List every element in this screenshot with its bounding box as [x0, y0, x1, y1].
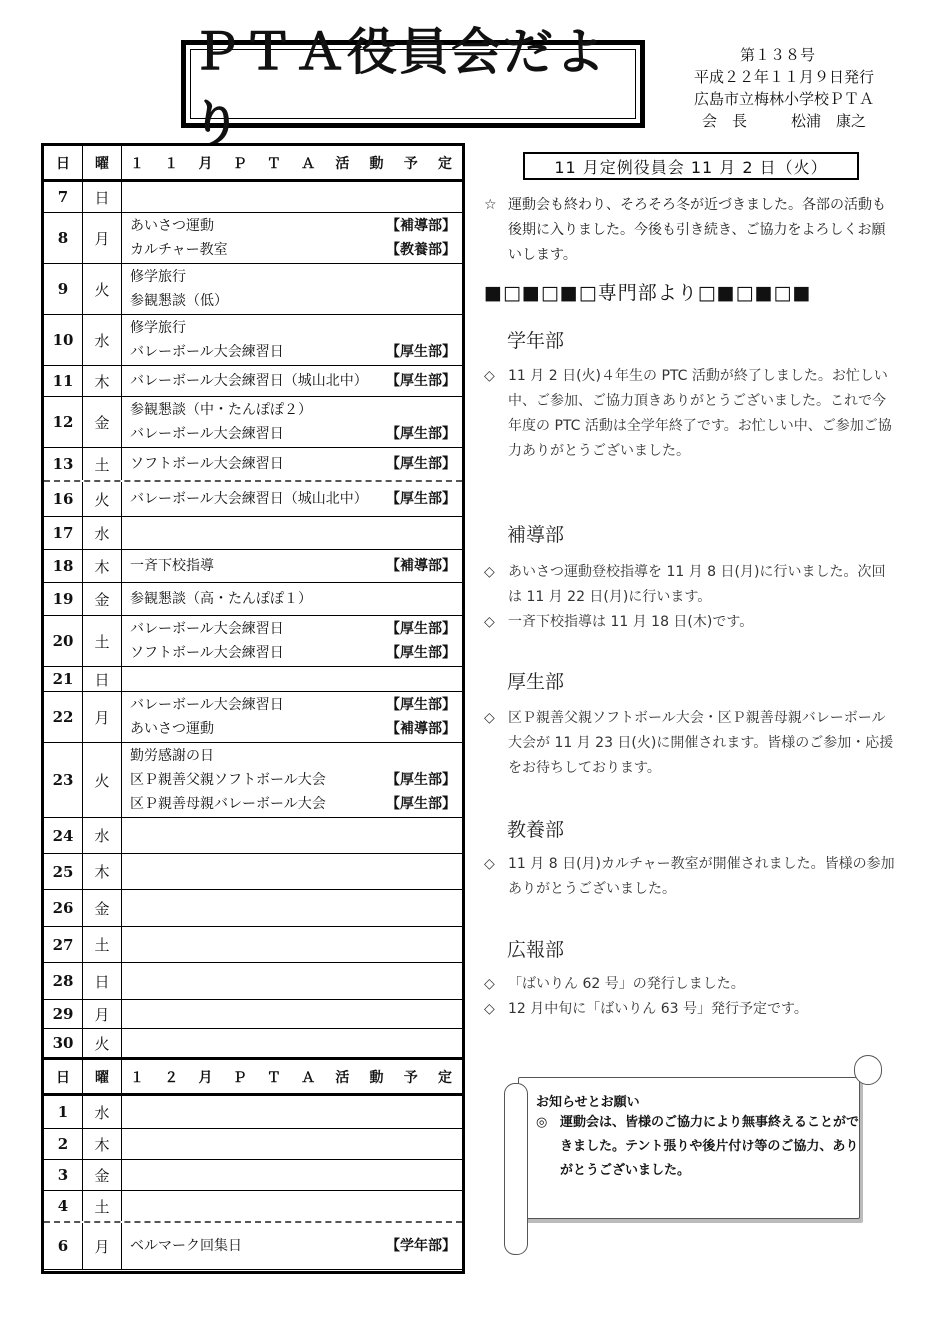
- event-line: [130, 792, 456, 816]
- issue-info: [680, 44, 910, 132]
- event-department: 【厚生部】: [386, 772, 456, 788]
- events-cell: [122, 397, 462, 447]
- event-line: [130, 452, 456, 476]
- day-number: 29: [44, 1000, 83, 1028]
- notice-scroll: [496, 1055, 886, 1255]
- diamond-icon: ◇: [484, 1001, 495, 1017]
- day-number: 10: [44, 315, 83, 365]
- weekday: 木: [83, 366, 122, 396]
- day-number: 12: [44, 397, 83, 447]
- calendar-row: [44, 1096, 462, 1129]
- day-number: 18: [44, 550, 83, 582]
- event-line: [130, 554, 456, 578]
- events-cell: [122, 818, 462, 853]
- section-heading: 教養部: [507, 819, 565, 841]
- calendar-row: [44, 1160, 462, 1191]
- event-department: 【補導部】: [386, 218, 456, 234]
- events-cell: [122, 927, 462, 962]
- weekday: 月: [83, 692, 122, 742]
- section-body: [484, 852, 896, 902]
- notice-text: 運動会は、皆様のご協力により無事終えることができました。テント張りや後片付け等のご協力、ありがとうございました。: [560, 1115, 860, 1178]
- calendar-row: [44, 854, 462, 890]
- weekday: 土: [83, 1191, 122, 1221]
- section-heading: 広報部: [507, 939, 565, 961]
- event-department: 【厚生部】: [386, 491, 456, 507]
- event-line: [130, 487, 456, 511]
- diamond-icon: ◇: [484, 710, 495, 726]
- event-line: [130, 369, 456, 393]
- event-line: [130, 641, 456, 665]
- bullseye-icon: ◎: [536, 1115, 548, 1130]
- december-header-row: [44, 1060, 462, 1096]
- events-cell: [122, 1129, 462, 1159]
- header-char: 活: [335, 1069, 350, 1086]
- event-department: 【厚生部】: [386, 796, 456, 812]
- event-department: 【厚生部】: [386, 456, 456, 472]
- header-char: ２: [164, 1069, 179, 1086]
- weekday: 金: [83, 1160, 122, 1190]
- weekday: 木: [83, 854, 122, 889]
- section-heading: 厚生部: [507, 671, 565, 693]
- scroll-roll-icon: [854, 1055, 882, 1085]
- page-title: ＰＴＡ役員会だより: [190, 49, 636, 119]
- star-icon: ☆: [484, 197, 497, 213]
- day-number: 16: [44, 482, 83, 516]
- event-department: 【補導部】: [386, 721, 456, 737]
- header-char: 月: [198, 155, 213, 172]
- events-cell: [122, 482, 462, 516]
- event-text: 参観懇談（中・たんぽぽ２）: [130, 402, 312, 418]
- weekday: 土: [83, 927, 122, 962]
- calendar-row: [44, 890, 462, 927]
- header-char: Ｔ: [266, 155, 281, 172]
- header-char: １: [130, 155, 144, 172]
- weekday: 火: [83, 482, 122, 516]
- calendar-row: [44, 397, 462, 448]
- column-header-weekday: 曜: [83, 146, 122, 179]
- section-body: [484, 364, 896, 464]
- events-cell: [122, 616, 462, 666]
- notice-body: [536, 1111, 866, 1183]
- meeting-intro: [484, 193, 894, 268]
- section-item-text: 11 月 2 日(火)４年生の PTC 活動が終了しました。お忙しい中、ご参加、ご協力頂きありがとうございました。これで今年度の PTC 活動は全学年終了です。お忙しい中、ご参加ご協力ありがとうございました。: [508, 368, 892, 459]
- day-number: 30: [44, 1029, 83, 1057]
- president-line: [680, 110, 910, 132]
- event-text: バレーボール大会練習日: [130, 344, 284, 360]
- events-cell: [122, 550, 462, 582]
- events-cell: [122, 963, 462, 999]
- event-line: [130, 398, 456, 422]
- day-number: 9: [44, 264, 83, 314]
- weekday: 火: [83, 264, 122, 314]
- notice-title: お知らせとお願い: [536, 1095, 640, 1110]
- events-cell: [122, 667, 462, 691]
- event-text: 修学旅行: [130, 269, 186, 285]
- day-number: 8: [44, 213, 83, 263]
- header-char: 動: [369, 1069, 384, 1086]
- events-cell: [122, 315, 462, 365]
- event-line: [130, 340, 456, 364]
- issue-date: 平成２２年１１月９日発行: [694, 68, 875, 86]
- event-text: 勤労感謝の日: [130, 748, 214, 764]
- president-name: 松浦 康之: [791, 112, 867, 130]
- calendar-row: [44, 264, 462, 315]
- section-item: [484, 610, 896, 635]
- day-number: 6: [44, 1223, 83, 1269]
- header-char: Ｐ: [232, 155, 247, 172]
- events-cell: [122, 1160, 462, 1190]
- issue-number: 第１３８号: [740, 46, 816, 64]
- column-header-title: [122, 146, 462, 179]
- column-header-title: [122, 1060, 462, 1093]
- event-text: 一斉下校指導: [130, 558, 214, 574]
- day-number: 23: [44, 743, 83, 817]
- calendar-row: [44, 667, 462, 692]
- day-number: 4: [44, 1191, 83, 1221]
- day-number: 19: [44, 583, 83, 615]
- header-char: 月: [198, 1069, 213, 1086]
- event-line: [130, 1234, 456, 1258]
- events-cell: [122, 1096, 462, 1128]
- section-item: [484, 852, 896, 902]
- event-text: ソフトボール大会練習日: [130, 456, 284, 472]
- calendar-row: [44, 616, 462, 667]
- event-line: [130, 265, 456, 289]
- calendar-row: [44, 1000, 462, 1029]
- header-char: Ｐ: [232, 1069, 247, 1086]
- event-text: ソフトボール大会練習日: [130, 645, 284, 661]
- section-item-text: 一斉下校指導は 11 月 18 日(木)です。: [508, 614, 754, 630]
- scroll-roll-icon: [504, 1083, 528, 1255]
- day-number: 11: [44, 366, 83, 396]
- event-line: [130, 289, 456, 313]
- calendar-row: [44, 366, 462, 397]
- event-text: 区Ｐ親善父親ソフトボール大会: [130, 772, 326, 788]
- header-char: Ａ: [301, 155, 316, 172]
- events-cell: [122, 182, 462, 212]
- calendar-row: [44, 448, 462, 482]
- day-number: 26: [44, 890, 83, 926]
- event-line: [130, 214, 456, 238]
- section-item: [484, 997, 896, 1022]
- meeting-title: 11 月定例役員会 11 月 2 日（火）: [523, 152, 859, 180]
- calendar-row: [44, 743, 462, 818]
- weekday: 日: [83, 963, 122, 999]
- section-item-text: 区Ｐ親善父親ソフトボール大会・区Ｐ親善母親バレーボール大会が 11 月 23 日(火)に開催されます。皆様のご参加・応援をお待ちしております。: [508, 710, 894, 776]
- calendar-row: [44, 963, 462, 1000]
- event-department: 【教養部】: [386, 242, 456, 258]
- section-body: [484, 706, 896, 781]
- weekday: 火: [83, 1029, 122, 1057]
- events-cell: [122, 213, 462, 263]
- column-header-weekday: 曜: [83, 1060, 122, 1093]
- event-department: 【厚生部】: [386, 344, 456, 360]
- event-line: [130, 744, 456, 768]
- event-text: あいさつ運動: [130, 218, 214, 234]
- header-char: 予: [403, 155, 418, 172]
- title-box: [181, 23, 645, 153]
- event-line: [130, 693, 456, 717]
- calendar-row: [44, 927, 462, 963]
- section-body: [484, 972, 896, 1022]
- event-line: [130, 587, 456, 611]
- weekday: 土: [83, 448, 122, 480]
- events-cell: [122, 1029, 462, 1057]
- calendar-row: [44, 1223, 462, 1270]
- events-cell: [122, 448, 462, 480]
- header-char: Ｔ: [266, 1069, 281, 1086]
- day-number: 3: [44, 1160, 83, 1190]
- header-char: 定: [437, 155, 452, 172]
- event-line: [130, 617, 456, 641]
- diamond-icon: ◇: [484, 856, 495, 872]
- calendar-row: [44, 517, 462, 550]
- activity-calendar: [41, 143, 465, 1274]
- calendar-row: [44, 1129, 462, 1160]
- header-char: 活: [335, 155, 350, 172]
- day-number: 25: [44, 854, 83, 889]
- calendar-row: [44, 482, 462, 517]
- day-number: 1: [44, 1096, 83, 1128]
- weekday: 水: [83, 517, 122, 549]
- column-header-day: 日: [44, 146, 83, 179]
- event-text: あいさつ運動: [130, 721, 214, 737]
- day-number: 27: [44, 927, 83, 962]
- event-department: 【厚生部】: [386, 697, 456, 713]
- section-item-text: 「ばいりん 62 号」の発行しました。: [508, 976, 745, 992]
- events-cell: [122, 366, 462, 396]
- events-cell: [122, 517, 462, 549]
- events-cell: [122, 264, 462, 314]
- events-cell: [122, 1000, 462, 1028]
- event-line: [130, 422, 456, 446]
- events-cell: [122, 1191, 462, 1221]
- events-cell: [122, 890, 462, 926]
- event-line: [130, 238, 456, 262]
- calendar-row: [44, 315, 462, 366]
- event-department: 【厚生部】: [386, 645, 456, 661]
- day-number: 22: [44, 692, 83, 742]
- events-cell: [122, 583, 462, 615]
- event-department: 【厚生部】: [386, 373, 456, 389]
- section-item-text: 11 月 8 日(月)カルチャー教室が開催されました。皆様の参加ありがとうございました。: [508, 856, 895, 897]
- weekday: 月: [83, 213, 122, 263]
- events-cell: [122, 692, 462, 742]
- header-char: 予: [403, 1069, 418, 1086]
- day-number: 2: [44, 1129, 83, 1159]
- weekday: 水: [83, 818, 122, 853]
- event-line: [130, 717, 456, 741]
- section-item-text: 12 月中旬に「ばいりん 63 号」発行予定です。: [508, 1001, 808, 1017]
- event-text: バレーボール大会練習日（城山北中）: [130, 491, 368, 507]
- issue-organization: 広島市立梅林小学校ＰＴＡ: [694, 90, 875, 108]
- event-text: バレーボール大会練習日: [130, 426, 284, 442]
- diamond-icon: ◇: [484, 564, 495, 580]
- weekday: 土: [83, 616, 122, 666]
- event-text: 修学旅行: [130, 320, 186, 336]
- event-text: バレーボール大会練習日: [130, 697, 284, 713]
- event-text: 参観懇談（高・たんぽぽ１）: [130, 591, 312, 607]
- event-department: 【厚生部】: [386, 426, 456, 442]
- weekday: 火: [83, 743, 122, 817]
- calendar-row: [44, 818, 462, 854]
- day-number: 24: [44, 818, 83, 853]
- day-number: 13: [44, 448, 83, 480]
- event-text: 区Ｐ親善母親バレーボール大会: [130, 796, 326, 812]
- section-body: [484, 560, 896, 635]
- weekday: 金: [83, 890, 122, 926]
- section-item: [484, 706, 896, 781]
- events-cell: [122, 743, 462, 817]
- calendar-row: [44, 1029, 462, 1060]
- calendar-row: [44, 692, 462, 743]
- event-text: バレーボール大会練習日（城山北中）: [130, 373, 368, 389]
- event-line: [130, 768, 456, 792]
- meeting-intro-text: 運動会も終わり、そろそろ冬が近づきました。各部の活動も後期に入りました。今後も引き続き、ご協力をよろしくお願いします。: [508, 197, 886, 263]
- november-header-row: [44, 146, 462, 182]
- weekday: 木: [83, 550, 122, 582]
- event-line: [130, 316, 456, 340]
- event-department: 【補導部】: [386, 558, 456, 574]
- column-header-day: 日: [44, 1060, 83, 1093]
- header-char: １: [130, 1069, 144, 1086]
- events-cell: [122, 854, 462, 889]
- day-number: 21: [44, 667, 83, 691]
- event-text: 参観懇談（低）: [130, 293, 228, 309]
- diamond-icon: ◇: [484, 368, 495, 384]
- day-number: 28: [44, 963, 83, 999]
- header-char: Ａ: [301, 1069, 316, 1086]
- dept-banner: ■□■□■□専門部より□■□■□■: [484, 282, 812, 304]
- calendar-row: [44, 213, 462, 264]
- section-item: [484, 364, 896, 464]
- weekday: 日: [83, 182, 122, 212]
- day-number: 7: [44, 182, 83, 212]
- section-item: [484, 972, 896, 997]
- day-number: 20: [44, 616, 83, 666]
- event-text: カルチャー教室: [130, 242, 228, 258]
- event-text: バレーボール大会練習日: [130, 621, 284, 637]
- weekday: 水: [83, 1096, 122, 1128]
- weekday: 水: [83, 315, 122, 365]
- diamond-icon: ◇: [484, 976, 495, 992]
- event-department: 【厚生部】: [386, 621, 456, 637]
- weekday: 日: [83, 667, 122, 691]
- section-heading: 補導部: [507, 524, 565, 546]
- weekday: 木: [83, 1129, 122, 1159]
- weekday: 月: [83, 1223, 122, 1269]
- header-char: １: [164, 155, 179, 172]
- header-char: 動: [369, 155, 384, 172]
- calendar-row: [44, 1191, 462, 1223]
- weekday: 金: [83, 397, 122, 447]
- weekday: 月: [83, 1000, 122, 1028]
- weekday: 金: [83, 583, 122, 615]
- section-heading: 学年部: [507, 330, 565, 352]
- calendar-row: [44, 583, 462, 616]
- events-cell: [122, 1223, 462, 1269]
- event-text: ベルマーク回集日: [130, 1238, 242, 1254]
- section-item-text: あいさつ運動登校指導を 11 月 8 日(月)に行いました。次回は 11 月 22 日(月)に行います。: [508, 564, 886, 605]
- calendar-row: [44, 182, 462, 213]
- event-department: 【学年部】: [386, 1238, 456, 1254]
- diamond-icon: ◇: [484, 614, 495, 630]
- day-number: 17: [44, 517, 83, 549]
- calendar-row: [44, 550, 462, 583]
- president-label: 会 長: [702, 112, 748, 130]
- header-char: 定: [437, 1069, 452, 1086]
- section-item: [484, 560, 896, 610]
